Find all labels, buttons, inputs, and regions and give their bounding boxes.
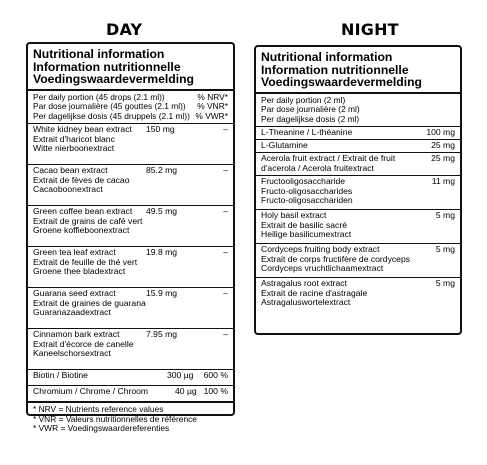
- day-row-cacao-bean: Cacao bean extract Extrait de fèves de cacao Cacaoboonextract 85.2 mg –: [28, 165, 233, 206]
- night-panel-header: [256, 47, 460, 94]
- night-row-cordyceps: Cordyceps fruiting body extract Extrait de corps fructifère de cordyceps Cordyceps vruchtlichaamextract 5 mg: [256, 244, 460, 278]
- footnote-nrv: * NRV = Nutrients reference values: [33, 404, 164, 415]
- row-nrv-percent: –: [223, 329, 228, 340]
- day-nrv-label: % NRV*: [197, 91, 228, 102]
- row-amount: 25 mg: [431, 153, 455, 164]
- day-header-line-nl: Voedingswaardevermelding: [33, 72, 194, 86]
- row-amount: 5 mg: [435, 244, 455, 255]
- row-amount: 5 mg: [435, 210, 455, 221]
- night-nutrition-panel: [254, 45, 462, 335]
- day-dose-line-fr: Par dose journalière (45 gouttes (2.1 ml)) % VNR*: [33, 101, 228, 112]
- day-dose-block: [28, 91, 233, 125]
- row-amount: 85.2 mg: [146, 165, 178, 176]
- night-row-fructooligosaccharide: Fructooligosaccharide Fructo-oligosaccharides Fructo-oligosacchariden 11 mg: [256, 176, 460, 210]
- row-amount: 150 mg: [146, 124, 175, 135]
- footnote-vnr: * VNR = Valeurs nutritionnelles de référence: [33, 413, 197, 424]
- row-amount: 7.95 mg: [146, 329, 178, 340]
- row-amount: 100 mg: [426, 127, 455, 138]
- row-amount: 5 mg: [435, 278, 455, 289]
- row-amount: 49.5 mg: [146, 206, 178, 217]
- row-amount: 19.8 mg: [146, 247, 178, 258]
- footnote-vwr: * VWR = Voedingswaardereferenties: [33, 423, 170, 434]
- row-nrv-percent: –: [223, 124, 228, 135]
- day-row-green-tea-leaf: Green tea leaf extract Extrait de feuille de thé vert Groene thee bladextract 19.8 mg –: [28, 247, 233, 288]
- day-vnr-label: % VNR*: [197, 101, 228, 112]
- day-row-green-coffee-bean: Green coffee bean extract Extrait de grains de café vert Groene koffieboonextract 49.5 mg –: [28, 206, 233, 247]
- day-vwr-label: % VWR*: [195, 110, 228, 121]
- night-dose-line-nl: Per dagelijkse dosis (2 ml): [261, 113, 360, 124]
- row-amount: 25 mg: [431, 140, 455, 151]
- night-header-line-en: Nutritional information: [261, 50, 393, 64]
- night-header-line-fr: Information nutritionnelle: [261, 62, 409, 77]
- night-row-astragalus: Astragalus root extract Extrait de racine d'astragale Astragaluswortelextract 5 mg: [261, 278, 455, 308]
- night-row-holy-basil: Holy basil extract Extrait de basilic sacré Heilige basilicumextract 5 mg: [256, 210, 460, 244]
- day-row-chromium: Chromium / Chrome / Chroom 40 µg 100 %: [28, 386, 233, 402]
- day-header-line-fr: Information nutritionnelle: [33, 59, 181, 74]
- row-nrv-percent: 100 %: [203, 386, 228, 397]
- night-title: NIGHT: [341, 20, 399, 39]
- night-row-l-theanine: L-Theanine / L-théanine 100 mg: [256, 127, 460, 140]
- row-amount: 300 µg: [167, 370, 194, 381]
- night-header-line-nl: Voedingswaardevermelding: [261, 75, 422, 89]
- row-nrv-percent: –: [223, 165, 228, 176]
- day-footnotes: [28, 402, 233, 435]
- night-row-l-glutamine: L-Glutamine 25 mg: [256, 140, 460, 153]
- day-row-white-kidney-bean: White kidney bean extract Extrait d'haricot blanc Witte nierboonextract 150 mg –: [28, 124, 233, 165]
- night-row-acerola: Acerola fruit extract / Extrait de fruit d'acerola / Acerola fruitextract 25 mg: [256, 153, 460, 176]
- day-row-guarana-seed: Guarana seed extract Extrait de graines de guarana Guaranazaadextract 15.9 mg –: [28, 288, 233, 329]
- row-amount: 40 µg: [175, 386, 197, 397]
- night-dose-block: [256, 94, 460, 128]
- row-nrv-percent: –: [223, 206, 228, 217]
- night-dose-line-en: Per daily portion (2 ml): [261, 94, 346, 105]
- day-dose-line-nl: Per dagelijkse dosis (45 druppels (2.1 ml)) % VWR*: [33, 110, 228, 121]
- night-dose-line-fr: Par dose journalière (2 ml): [261, 104, 360, 115]
- day-row-cinnamon-bark: Cinnamon bark extract Extrait d'écorce de canelle Kaneelschorsextract 7.95 mg –: [28, 329, 233, 370]
- row-amount: 11 mg: [431, 176, 455, 187]
- day-nutrition-panel: [26, 42, 235, 434]
- day-title: DAY: [106, 20, 143, 39]
- day-row-biotin: Biotin / Biotine 300 µg 600 %: [28, 370, 233, 386]
- day-panel-header: [28, 44, 233, 91]
- row-amount: 15.9 mg: [146, 288, 178, 299]
- row-nrv-percent: –: [223, 247, 228, 258]
- day-dose-line-en: Per daily portion (45 drops (2.1 ml)) % NRV*: [33, 91, 228, 102]
- row-nrv-percent: –: [223, 288, 228, 299]
- row-nrv-percent: 600 %: [203, 370, 228, 381]
- day-header-line-en: Nutritional information: [33, 47, 165, 61]
